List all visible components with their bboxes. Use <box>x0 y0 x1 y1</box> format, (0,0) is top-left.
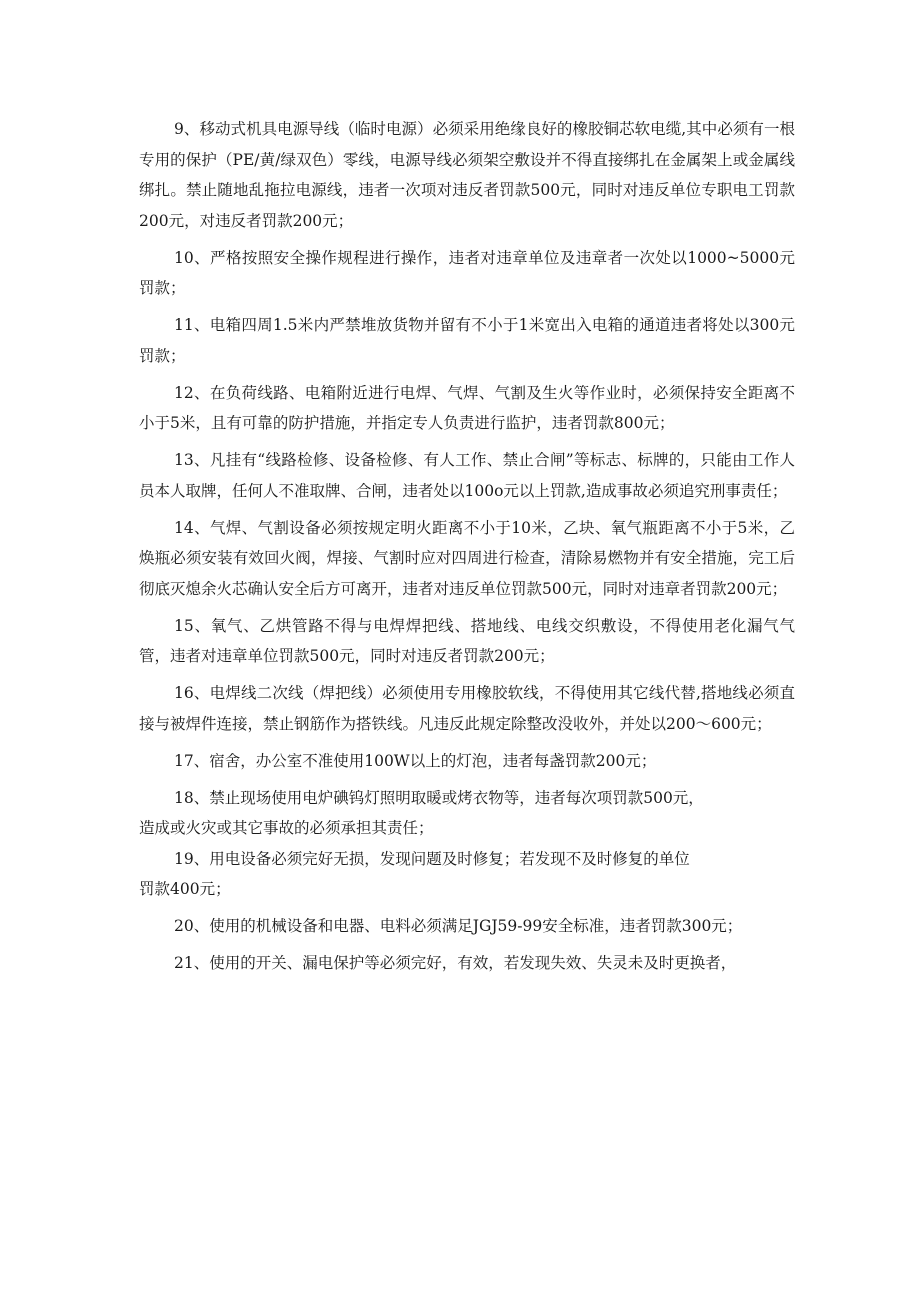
paragraph-item-10: 10、严格按照安全操作规程进行操作，违者对违章单位及违章者一次处以1000~5000元罚款； <box>139 248 795 297</box>
paragraph-item-19: 19、用电设备必须完好无损，发现问题及时修复；若发现不及时修复的单位 <box>174 849 690 868</box>
paragraph-item-13: 13、凡挂有“线路检修、设备检修、有人工作、禁止合闸”等标志、标牌的，只能由工作人员本人取牌，任何人不准取牌、合闸，违者处以100o元以上罚款,造成事故必须追究刑事责任； <box>139 451 795 500</box>
document-body <box>139 114 795 979</box>
paragraph-item-18: 18、禁止现场使用电炉碘钨灯照明取暖或烤衣物等，违者每次项罚款500元， <box>174 788 704 807</box>
paragraph-item-11: 11、电箱四周1.5米内严禁堆放货物并留有不小于1米宽出入电箱的通道违者将处以300元罚款； <box>139 316 795 365</box>
paragraph-item-19-continuation: 罚款400元； <box>139 880 231 898</box>
paragraph-item-21: 21、使用的开关、漏电保护等必须完好，有效，若发现失效、失灵未及时更换者， <box>174 954 737 972</box>
paragraph-item-9: 9、移动式机具电源导线（临时电源）必须采用绝缘良好的橡胶铜芯软电缆,其中必须有一根专用的保护（PE/黄/绿双色）零线，电源导线必须架空敷设并不得直接绑扎在金属架上或金属线绑扎。禁止随地乱拖拉电源线，违者一次项对违反者罚款500元，同时对违反单位专职电工罚款200元，对违反者罚款200元； <box>139 120 795 230</box>
paragraph-item-12: 12、在负荷线路、电箱附近进行电焊、气焊、气割及生火等作业时，必须保持安全距离不小于5米，且有可靠的防护措施，并指定专人负责进行监护，违者罚款800元； <box>139 383 795 432</box>
paragraph-item-16: 16、电焊线二次线（焊把线）必须使用专用橡胶软线，不得使用其它线代替,搭地线必须直接与被焊件连接，禁止钢筋作为搭铁线。凡违反此规定除整改没收外，并处以200～600元； <box>139 684 795 733</box>
paragraph-item-20: 20、使用的机械设备和电器、电料必须满足JGJ59-99安全标准，违者罚款300元； <box>174 917 743 935</box>
paragraph-item-18-continuation: 造成或火灾或其它事故的必须承担其责任； <box>139 819 434 837</box>
paragraph-item-15: 15、氧气、乙烘管路不得与电焊焊把线、搭地线、电线交织敷设，不得使用老化漏气气管，违者对违章单位罚款500元，同时对违反者罚款200元； <box>139 616 795 665</box>
paragraph-item-14: 14、气焊、气割设备必须按规定明火距离不小于10米，乙块、氧气瓶距离不小于5米，乙焕瓶必须安装有效回火阀，焊接、气割时应对四周进行检查，清除易燃物并有安全措施，完工后彻底灭熄余火芯确认安全后方可离开，违者对违反单位罚款500元，同时对违章者罚款200元； <box>139 518 795 598</box>
paragraph-item-17: 17、宿舍，办公室不准使用100W以上的灯泡，违者每盏罚款200元； <box>174 751 657 770</box>
